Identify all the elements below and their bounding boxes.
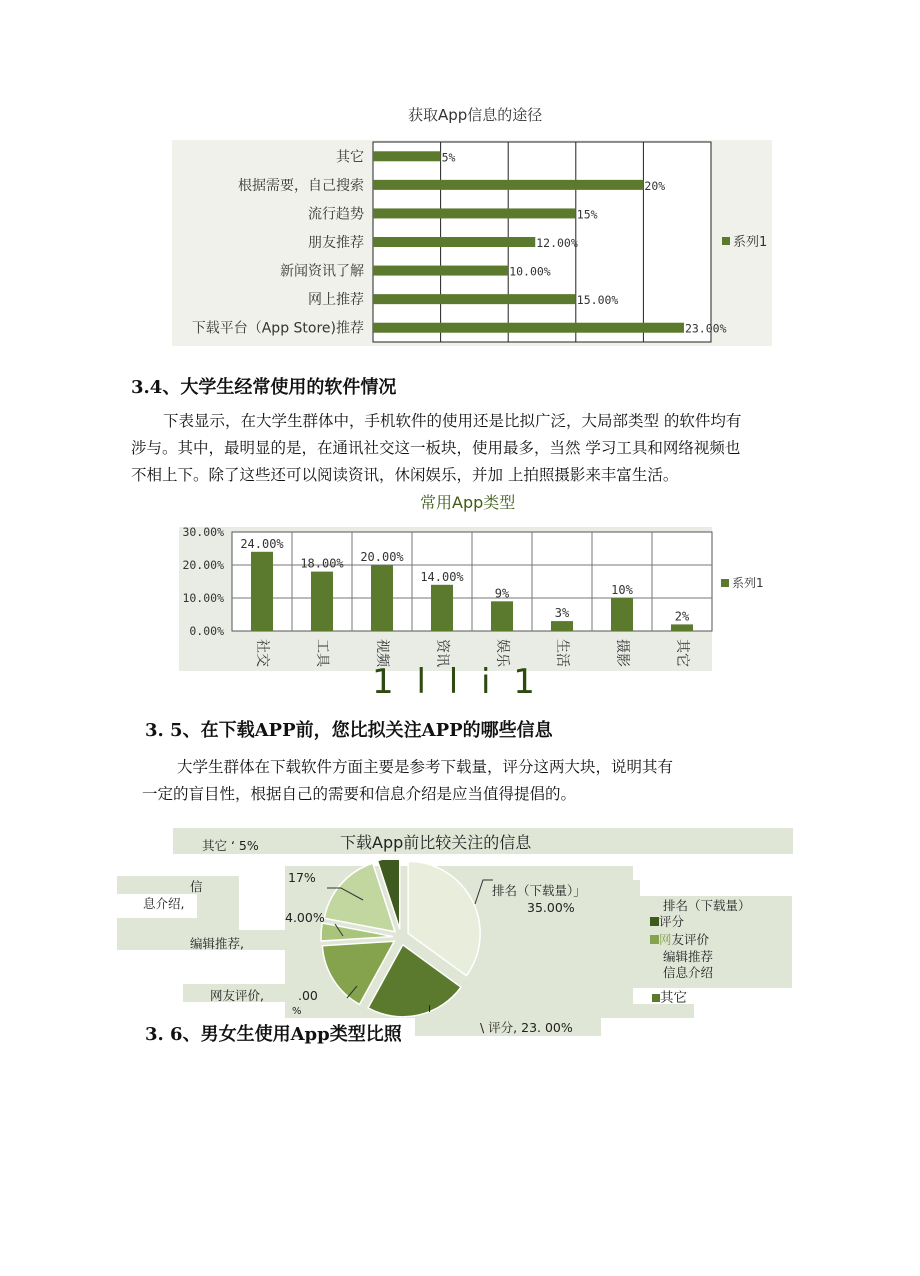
chart2-bar [611,598,633,631]
chart2-category-label: 资讯 [434,639,450,667]
section-35-heading: 3. 5、在下载APP前，您比拟关注APP的哪些信息 [145,720,553,741]
chart2-data-label: 9% [494,586,510,601]
chart2-data-label: 10% [611,583,633,597]
chart2-data-label: 24.00% [240,536,284,551]
chart1-bar [373,151,441,161]
chart3-label-friend: 网友评价, [210,988,264,1003]
section-35-paragraph [142,754,674,808]
chart1-category-label: 下载平台（App Store)推荐 [191,320,364,337]
section-34-line-1: 下表显示，在大学生群体中，手机软件的使用还是比拟广泛，大局部类型 的软件均有 [163,412,742,430]
chart3-label-pct-fragment: % [292,1006,302,1017]
chart2-data-label: 18.00% [300,556,344,571]
chart2-title: 常用App类型 [420,493,516,512]
section-34-heading: 3.4、大学生经常使用的软件情况 [131,377,397,398]
section-34-paragraph [131,408,741,489]
chart2-data-label: 2% [674,609,690,624]
section-34-line-2: 涉与。其中，最明显的是，在通讯社交这一板块，使用最多，当然 学习工具和网络视频也 [131,439,741,457]
chart1-bar [373,237,535,247]
chart3-legend-friend [650,930,709,948]
chart1-data-label: 23.00% [684,321,727,336]
chart1-bar [373,294,576,304]
chart1-category-label: 新闻资讯了解 [280,263,364,280]
chart3-tick: I [428,1004,431,1015]
chart2-y-tick: 30.00% [182,525,224,539]
chart1-data-label: 15% [576,207,598,222]
chart3-label-other: 其它 ‘ 5% [202,838,259,853]
chart1-category-label: 朋友推荐 [308,235,364,251]
chart2-data-label: 14.00% [420,569,464,584]
chart2-bar [491,601,513,631]
chart3-legend-friend-partial: 网 [659,932,672,947]
chart3-legend-edit: 编辑推荐 [663,949,714,964]
section-36-heading: 3. 6、男女生使用App类型比照 [145,1024,402,1045]
chart1-data-label: 12.00% [536,236,578,250]
chart2-bar [311,572,333,631]
chart3-legend-score [650,912,684,930]
chart3-label-friend-pct: .00 [298,988,318,1003]
chart3-title: 下载App前比较关注的信息 [340,833,532,852]
chart3-legend-friend-label: 友评价 [671,932,710,947]
chart3-label-edit: 编辑推荐, [190,936,244,951]
chart2-legend-swatch [721,579,729,587]
chart1-bar-chart [172,136,774,348]
chart2-data-label: 20.00% [360,550,404,564]
chart3-legend-rank: 排名（下载量） [663,898,751,913]
chart2-category-label: 其它 [674,639,690,667]
chart2-category-label: 娱乐 [494,639,510,667]
chart1-data-label: 5% [441,150,456,165]
section-34-line-3: 不相上下。除了这些还可以阅读资讯，休闲娱乐，并加 上拍照摄影来丰富生活。 [131,466,679,484]
chart3-label-score: \ 评分, 23. 00% [480,1020,573,1035]
chart2-data-label: 3% [554,606,570,621]
chart1-legend-label: 系列1 [733,235,768,250]
chart3-label-info-a: 信 [190,879,203,894]
chart2-artifact-text: 1 l l i 1 [372,662,541,702]
chart1-bar [373,208,576,218]
chart2-category-label: 工具 [314,639,330,667]
chart2-legend-label: 系列1 [732,576,764,590]
chart2-bar [671,624,693,631]
chart1-bar [373,180,643,190]
chart1-legend-swatch [722,237,730,245]
chart3-label-edit-pct: 4.00% [285,910,325,925]
chart1-category-label: 其它 [336,149,364,166]
chart2-category-label: 视频 [374,639,390,667]
chart2-bar [371,565,393,631]
chart1-category-label: 根据需要，自己搜索 [238,177,364,194]
section-35-line-2: 一定的盲目性，根据自己的需要和信息介绍是应当值得提倡的。 [142,785,577,803]
chart1-data-label: 20% [644,178,666,193]
chart3-legend-other-label: 其它 [660,990,687,1006]
chart2-category-label: 摄影 [614,639,630,667]
chart3-legend-score-label: 评分 [659,914,685,929]
chart2-bar [251,552,273,631]
chart1-data-label: 10.00% [509,264,551,279]
chart2-category-label: 社交 [254,639,270,667]
chart1-category-label: 网上推荐 [308,292,364,309]
chart3-label-info-b: 息介绍, [143,896,185,911]
chart2-y-tick: 10.00% [182,591,224,605]
chart1-data-label: 15.00% [576,293,619,308]
chart3-legend-other [652,986,687,1006]
chart3-legend-info: 信息介绍 [663,965,714,980]
chart3-leader-rank [475,880,493,904]
chart2-y-tick: 0.00% [189,624,224,638]
chart3-right-band-white [640,876,794,896]
chart1-category-label: 流行趋势 [308,206,364,223]
chart3-legend-score-swatch [650,917,659,926]
chart1-bar [373,266,508,276]
chart2-bar [551,621,573,631]
chart2-category-label: 生活 [554,639,570,667]
chart2-bar-chart [172,518,792,674]
chart3-label-rank-pct: 35.00% [527,900,575,915]
chart1-title: 获取App信息的途径 [408,106,543,124]
chart2-y-tick: 20.00% [182,558,224,572]
chart1-bar [373,323,684,333]
chart3-legend-other-swatch [652,994,660,1002]
chart3-legend-friend-swatch [650,935,659,944]
chart3-label-rank: 排名（下载量）」 [492,883,586,898]
section-35-line-1: 大学生群体在下载软件方面主要是参考下载量，评分这两大块，说明其有 [177,758,674,776]
chart2-bar [431,585,453,631]
chart3-label-info-pct: 17% [288,870,316,885]
